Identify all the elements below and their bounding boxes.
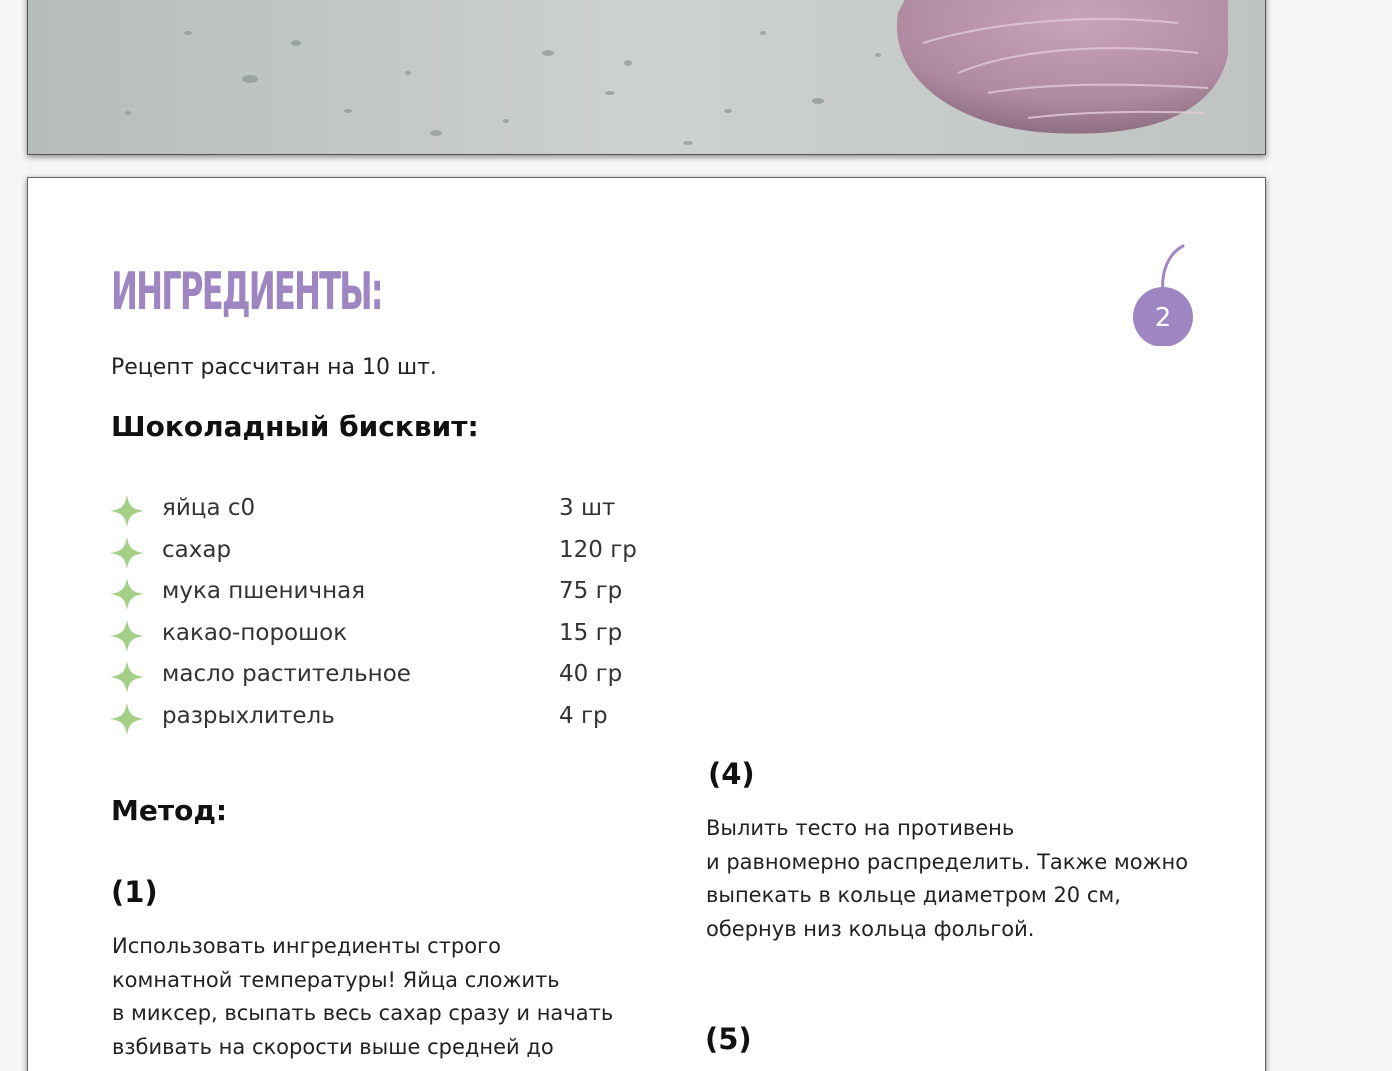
dessert-photo: [28, 0, 1265, 154]
star-bullet-icon: [110, 495, 144, 527]
star-bullet-icon: [110, 578, 144, 610]
step-4-number: (4): [708, 757, 755, 791]
ingredient-qty: 3 шт: [559, 495, 616, 521]
step-line: комнатной температуры! Яйца сложить: [112, 967, 560, 992]
step-1-text: [112, 930, 613, 1064]
step-line: и равномерно распределить. Также можно: [706, 849, 1189, 874]
section-title-biscuit: Шоколадный бисквит:: [111, 410, 479, 443]
ingredient-name: какао-порошок: [162, 619, 348, 646]
recipe-page: [27, 177, 1266, 1071]
step-line: выпекать в кольце диаметром 20 см,: [706, 883, 1121, 907]
ingredient-qty: 40 гр: [559, 661, 623, 687]
viewer-margin: [1280, 0, 1392, 1071]
step-line: Использовать ингредиенты строго: [112, 934, 501, 958]
ingredient-name: сахар: [162, 536, 232, 563]
step-line: Вылить тесто на противень: [706, 816, 1015, 840]
step-5-number: (5): [705, 1022, 752, 1056]
step-1-number: (1): [111, 875, 158, 909]
section-title-method: Метод:: [111, 794, 228, 827]
page-number-badge: [1128, 242, 1198, 346]
ingredient-list: [108, 489, 668, 738]
ingredient-name: мука пшеничная: [162, 578, 366, 604]
list-item: [108, 614, 668, 656]
list-item: [108, 572, 668, 614]
previous-page: [27, 0, 1266, 155]
step-4-text: [706, 812, 1188, 946]
list-item: [108, 489, 668, 531]
ingredient-name: разрыхлитель: [162, 702, 335, 729]
list-item: [108, 531, 668, 573]
step-line: взбивать на скорости выше средней до: [112, 1034, 554, 1059]
ingredient-name: яйца с0: [162, 495, 256, 521]
ingredient-name: масло растительное: [162, 661, 411, 687]
step-line: в миксер, всыпать весь сахар сразу и начать: [112, 1001, 614, 1025]
star-bullet-icon: [110, 537, 144, 569]
page-title: ИНГРЕДИЕНТЫ:: [111, 262, 382, 322]
ingredient-qty: 120 гр: [559, 536, 637, 563]
ingredient-qty: 75 гр: [559, 578, 623, 604]
servings-note: Рецепт рассчитан на 10 шт.: [111, 355, 437, 380]
star-bullet-icon: [110, 620, 144, 652]
list-item: [108, 655, 668, 697]
star-bullet-icon: [110, 703, 144, 735]
ingredient-qty: 15 гр: [559, 619, 623, 646]
step-line: обернув низ кольца фольгой.: [706, 916, 1035, 941]
list-item: [108, 697, 668, 739]
page-number: 2: [1154, 303, 1172, 333]
star-bullet-icon: [110, 661, 144, 693]
ingredient-qty: 4 гр: [559, 702, 608, 729]
